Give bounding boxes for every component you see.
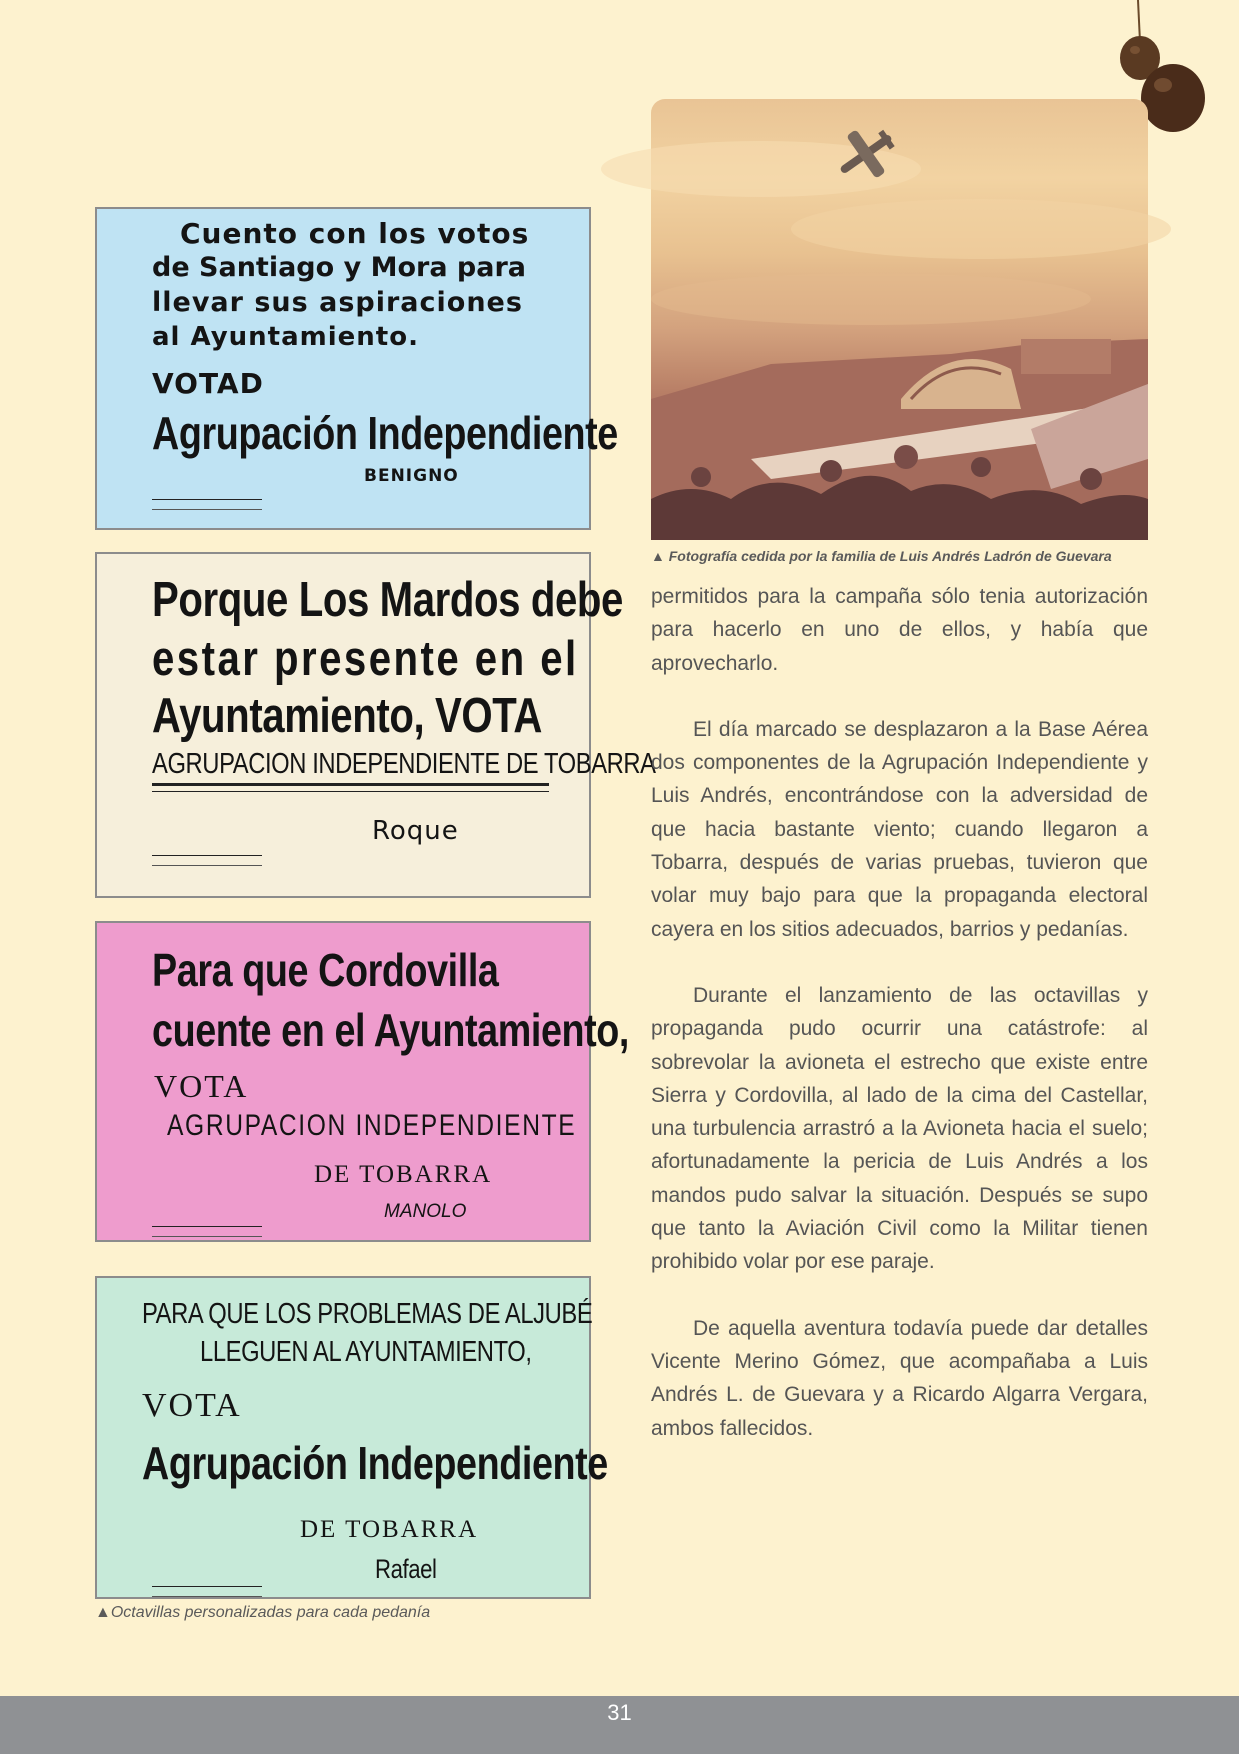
article-paragraph: El día marcado se desplazaron a la Base Aérea dos componentes de la Agrupación Independiente y Luis Andrés, encontrándose con la adversidad de que hacia bastante viento; cuando llegaron a Tobarra, después de varias pruebas, tuvieron que volar muy bajo para que la propaganda electoral cayera en los sitios adecuados, barrios y pedanías. — [651, 717, 1148, 941]
flyer-rule — [152, 783, 549, 792]
page-footer — [0, 1696, 1239, 1754]
flyer-line: VOTAD — [152, 367, 264, 400]
flyers-caption: ▲Octavillas personalizadas para cada pedanía — [95, 1604, 431, 1621]
flyer-santiago-y-mora — [95, 207, 618, 530]
flyer-line: Porque Los Mardos debe — [152, 573, 623, 627]
flyer-line: de Santiago y Mora para — [152, 252, 527, 283]
printer-mark — [152, 1226, 262, 1237]
flyer-line: DE TOBARRA — [300, 1516, 479, 1543]
article-paragraph: Durante el lanzamiento de las octavillas y propaganda pudo ocurrir una catástrofe: al sobrevolar la avioneta el estrecho que existe entre Sierra y Cordovilla, al lado de la cima del Castellar, una turbulencia arrastró a la Avioneta hacia el suelo; afortunadamente la pericia de Luis Andrés a los mandos pudo salvar la situación. Después se supo que tanto la Aviación Civil como la Militar tienen prohibido volar por ese paraje. — [651, 983, 1148, 1274]
flyer-line: LLEGUEN AL AYUNTAMIENTO, — [200, 1336, 532, 1368]
flyer-name: MANOLO — [384, 1201, 467, 1222]
flyer-name: BENIGNO — [364, 466, 459, 486]
article-paragraph: permitidos para la campaña sólo tenia autorización para hacerlo en uno de ellos, y había que aprovecharlo. — [651, 585, 1148, 675]
flyer-line: AGRUPACION INDEPENDIENTE — [167, 1109, 577, 1142]
flyer-line: Ayuntamiento, VOTA — [152, 689, 542, 743]
flyer-name: Roque — [372, 816, 459, 846]
flyer-line: Para que Cordovilla — [152, 944, 499, 996]
page-number: 31 — [607, 1700, 632, 1725]
airshow-photo — [651, 99, 1148, 540]
flyer-line: estar presente en el — [152, 632, 579, 686]
flyer-line: Agrupación Independiente — [142, 1437, 608, 1489]
printer-mark — [152, 1586, 262, 1597]
flyer-line: al Ayuntamiento. — [152, 322, 419, 352]
photo-caption: ▲ Fotografía cedida por la familia de Luis Andrés Ladrón de Guevara — [651, 548, 1112, 564]
flyer-line: DE TOBARRA — [314, 1161, 493, 1188]
article-paragraph: De aquella aventura todavía puede dar detalles Vicente Merino Gómez, que acompañaba a Luis Andrés L. de Guevara y a Ricardo Algarra Vergara, ambos fallecidos. — [651, 1316, 1148, 1440]
flyer-line: llevar sus aspiraciones — [152, 287, 523, 318]
flyer-aljube — [95, 1276, 608, 1599]
printer-mark — [152, 499, 262, 510]
article-body — [651, 580, 1148, 1478]
flyer-cordovilla — [95, 921, 629, 1242]
flyer-line: VOTA — [142, 1387, 242, 1424]
flyer-los-mardos — [95, 552, 656, 898]
flyer-line: VOTA — [154, 1068, 249, 1104]
flyer-line: cuente en el Ayuntamiento, — [152, 1004, 629, 1056]
flyer-line: Agrupación Independiente — [152, 407, 618, 459]
flyer-line: Cuento con los votos — [180, 217, 530, 250]
flyer-line: AGRUPACION INDEPENDIENTE DE TOBARRA — [152, 748, 656, 780]
flyer-name: Rafael — [375, 1554, 437, 1584]
printer-mark — [152, 855, 262, 866]
flyer-line: PARA QUE LOS PROBLEMAS DE ALJUBÉ — [142, 1298, 593, 1330]
